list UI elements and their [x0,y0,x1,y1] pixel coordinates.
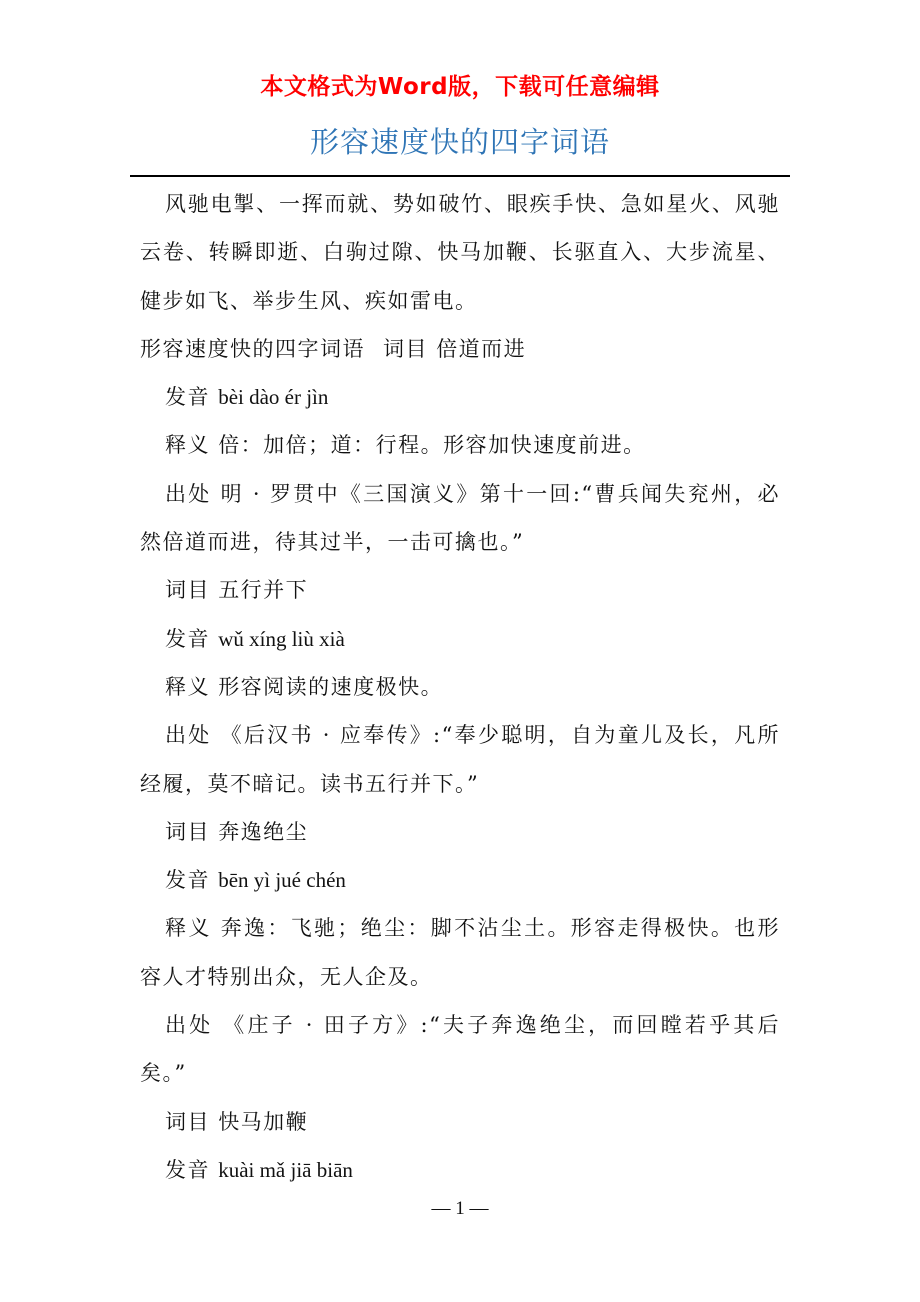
entry-meaning: 倍：加倍；道：行程。形容加快速度前进。 [218,433,646,458]
entry-label: 词目 [165,1109,210,1134]
document-body [140,180,780,1194]
entry-pinyin: bèi dào ér jìn [218,385,329,410]
entry-line [140,856,780,904]
entry-meaning: 奔逸：飞驰；绝尘：脚不沾尘土。形容走得极快。也形容人才特别出众，无人企及。 [140,916,780,989]
entry-term: 快马加鞭 [218,1109,309,1134]
entry-line [140,421,780,469]
entry-line [140,373,780,421]
entry-label: 发音 [165,626,210,651]
entry-label: 释义 [165,674,210,699]
format-banner: 本文格式为Word版，下载可任意编辑 [260,74,660,100]
entry-source: 《庄子 · 田子方》:“夫子奔逸绝尘，而回瞠若乎其后矣。” [140,1013,780,1086]
entry-line [140,325,780,373]
entry-line [140,615,780,663]
entry-pinyin: kuài mǎ jiā biān [218,1157,353,1182]
page-number: — 1 — [431,1198,489,1219]
entry-label: 释义 [165,433,210,458]
entry-label: 词目 [165,819,210,844]
entry-label: 发音 [165,868,210,893]
entry-line [140,470,780,567]
entry-line [140,1146,780,1194]
entry-source: 明 · 罗贯中《三国演义》第十一回:“曹兵闻失兖州，必然倍道而进，待其过半，一击可擒也。” [140,481,780,555]
entry-term: 奔逸绝尘 [218,819,309,844]
entry-label: 出处 [165,481,212,506]
entry-line [140,663,780,711]
entry-label: 发音 [165,1157,210,1182]
entry-label: 出处 [165,1013,214,1038]
entry-line [140,904,780,1001]
subheading: 形容速度快的四字词语 [140,336,365,361]
entry-term: 五行并下 [218,578,309,603]
intro-paragraph: 风驰电掣、一挥而就、势如破竹、眼疾手快、急如星火、风驰云卷、转瞬即逝、白驹过隙、快马加鞭、长驱直入、大步流星、健步如飞、举步生风、疾如雷电。 [140,192,780,313]
entry-term: 倍道而进 [436,336,527,361]
entry-line [140,1001,780,1098]
entry-line [140,1098,780,1146]
entry-label: 发音 [165,385,210,410]
entry-line [140,808,780,856]
entry-meaning: 形容阅读的速度极快。 [218,674,444,699]
entry-label: 词目 [165,578,210,603]
title-divider [130,175,790,177]
entry-label: 释义 [165,916,212,941]
entry-source: 《后汉书 · 应奉传》:“奉少聪明，自为童儿及长，凡所经履，莫不暗记。读书五行并下。” [140,723,780,796]
entry-line [140,566,780,614]
page-title: 形容速度快的四字词语 [309,125,610,159]
entry-label: 出处 [165,723,212,748]
entry-pinyin: wǔ xíng liù xià [218,626,345,651]
entry-line [140,711,780,808]
entry-pinyin: bēn yì jué chén [218,868,346,893]
entry-label: 词目 [383,336,428,361]
